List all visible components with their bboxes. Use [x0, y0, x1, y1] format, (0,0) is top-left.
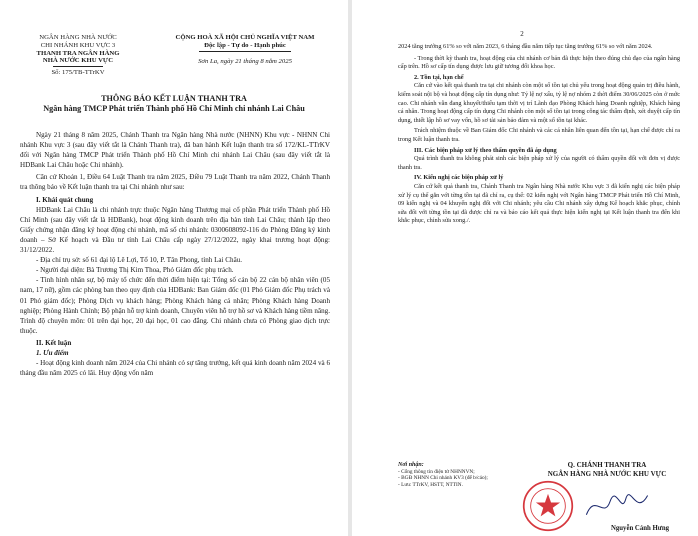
section-I-heading: I. Khái quát chung — [36, 195, 94, 204]
measures-paragraph: Quá trình thanh tra không phát sinh các biện pháp xử lý của người có thẩm quyền đối với đơn vị được thanh tra. — [398, 155, 680, 171]
recommendations-paragraph: Căn cứ kết quả thanh tra, Chánh Thanh tra Ngân hàng Nhà nước Khu vực 3 đã kiến nghị các biện pháp xử lý cụ thể gắn với từng tồn tại đã chỉ ra, cụ thể: 02 kiến nghị với Ngân hàng TMCP Phát triển Hồ Chí Minh, 09 kiến nghị và 04 khuyến nghị đối với Chi nhánh; yêu cầu Chi nhánh xây dựng Kế hoạch khắc phục, chỉnh sửa đối với từng tồn tại đã được chỉ ra và báo cáo kết quả thực hiện kiến nghị tại Kết luận thanh tra đến khi khắc phục, chỉnh sửa xong./. — [398, 182, 680, 225]
page-number: 2 — [520, 30, 524, 38]
limitations-paragraph: Căn cứ vào kết quả thanh tra tại chi nhánh còn một số tồn tại chủ yếu trong hoạt động quản trị điều hành, kiểm soát nội bộ và hoạt động cấp tín dụng như: Tỷ lệ nợ xấu, tỷ lệ nợ nhóm 2 thời điểm 30/06/2025 còn ở mức cao. Chi nhánh vẫn đang khuyết/thiếu tạm thời vị trí Lãnh đạo Phòng Khách hàng Doanh nghiệp, Khách hàng cá nhân. Trong hoạt động cấp tín dụng Chi nhánh còn một số tồn tại trong công tác thẩm định, xét duyệt cấp tín dụng, thiết lập hồ sơ vay vốn, hồ sơ tài sản bảo đảm và một số tồn tại khác. — [398, 82, 681, 124]
legal-basis-paragraph: Căn cứ Khoản 1, Điều 64 Luật Thanh tra năm 2025, Điều 79 Luật Thanh tra năm 2022, Chánh Thanh tra thông báo về Kết luận thanh tra tại Chi nhánh như sau: — [20, 173, 330, 192]
motto-underline — [199, 51, 291, 52]
recipient-item: - Lưu: TTrKV, HSTT, NTTIN. — [398, 481, 463, 488]
national-motto: Độc lập - Tự do - Hạnh phúc — [204, 41, 286, 49]
recipient-item: - BGĐ NHNN Chi nhánh KV3 (để b/cáo); — [398, 475, 488, 482]
section-III-heading: III. Các biện pháp xử lý theo thẩm quyền đã áp dụng — [414, 146, 557, 154]
issuer-line-4: NHÀ NƯỚC KHU VỰC — [42, 57, 114, 65]
document-page-1 — [0, 0, 348, 536]
official-seal-icon — [522, 480, 574, 532]
signature-block-heading — [522, 461, 692, 479]
subsection-2-heading: 2. Tồn tại, hạn chế — [414, 73, 464, 81]
representative-paragraph: - Người đại diện: Bà Trương Thị Kim Thoa, Phó Giám đốc phụ trách. — [36, 266, 234, 275]
issuer-line-1: NGÂN HÀNG NHÀ NƯỚC — [39, 34, 117, 41]
document-number: Số: 175/TB-TTrKV — [51, 69, 105, 77]
handwritten-signature-icon — [582, 488, 652, 524]
signer-organization: NGÂN HÀNG NHÀ NƯỚC KHU VỰC — [547, 470, 667, 478]
responsibility-paragraph: Trách nhiệm thuộc về Ban Giám đốc Chi nhánh và các cá nhân liên quan đến tồn tại, hạn chế được chỉ ra trong Kết luận thanh tra. — [398, 127, 680, 143]
page1-body — [20, 130, 330, 378]
address-paragraph: - Địa chỉ trụ sở: số 61 đại lộ Lê Lợi, Tổ 10, P. Tân Phong, tỉnh Lai Châu. — [36, 256, 243, 265]
signer-name: Nguyễn Cảnh Hưng — [610, 525, 670, 532]
growth-paragraph: 2024 tăng trưởng 61% so với năm 2023, 6 tháng đầu năm tiếp tục tăng trưởng 61% so với năm 2024. — [398, 43, 653, 50]
issuer-underline — [53, 66, 103, 67]
recipients-block — [398, 462, 528, 488]
page2-body — [398, 43, 680, 226]
issuer-line-2: CHI NHÁNH KHU VỰC 3 — [40, 41, 116, 49]
strengths-paragraph: - Hoạt động kinh doanh năm 2024 của Chi nhánh có sự tăng trưởng, kết quả kinh doanh năm 2024 và 6 tháng đầu năm 2025 có lãi. Huy động vốn năm — [20, 359, 330, 378]
compliance-paragraph: - Trong thời kỳ thanh tra, hoạt động của chi nhánh cơ bản đã thực hiện theo đúng chủ đạo của ngân hàng cấp trên. Hồ sơ cấp tín dụng được lưu giữ tương đối khoa học. — [398, 54, 680, 71]
nation-name: CỘNG HOÀ XÃ HỘI CHỦ NGHĨA VIỆT NAM — [175, 34, 315, 41]
subsection-1-heading: 1. Ưu điểm — [36, 348, 69, 357]
signer-role: Q. CHÁNH THANH TRA — [567, 461, 647, 469]
national-header — [150, 34, 340, 65]
branch-overview-paragraph: HDBank Lai Châu là chi nhánh trực thuộc Ngân hàng Thương mại cổ phần Phát triển Thành phố Hồ Chí Minh (sau đây viết tắt là HDBank), hoạt động kinh doanh trên địa bàn tỉnh Lai Châu; thành lập theo Giấy chứng nhận đăng ký hoạt động chi nhánh, mã số chi nhánh: 0300608092-116 do Phòng Đăng ký kinh doanh – Sở Kế hoạch và Đầu tư tỉnh Lai Châu cấp ngày 27/12/2022, ngày khai trương hoạt động: 31/12/2022. — [20, 205, 330, 255]
issue-date: Sơn La, ngày 21 tháng 8 năm 2025 — [198, 57, 292, 65]
issuer-block — [18, 34, 138, 77]
document-title — [20, 94, 328, 114]
document-page-2 — [352, 0, 698, 536]
intro-paragraph: Ngày 21 tháng 8 năm 2025, Chánh Thanh tra Ngân hàng Nhà nước (NHNN) Khu vực - NHNN Chi nhánh Khu vực 3 (sau đây viết tắt là Chánh Thanh tra), đã ban hành Kết luận thanh tra số 172/KL-TTrKV đối với Ngân hàng TMCP Phát triển Thành phố Hồ Chí Minh chi nhánh Lai Châu (sau đây viết tắt là HDBank Lai Châu hoặc Chi nhánh). — [20, 131, 330, 170]
issuer-line-3: THANH TRA NGÂN HÀNG — [36, 49, 120, 57]
staffing-paragraph: - Tình hình nhân sự, bộ máy tổ chức đến thời điểm hiện tại: Tổng số cán bộ 22 cán bộ nhân viên (05 nam, 17 nữ), gồm các phòng ban theo quy định của HDBank: Ban Giám đốc (01 Phó Giám đốc Phụ trách và 01 Phó giám đốc); Phòng Dịch vụ khách hàng; Phòng Khách hàng cá nhân; Phòng Khách hàng Doanh nghiệp; Phòng Hành Chính; Bộ phận hỗ trợ kinh doanh, Chuyên viên hỗ trợ hồ sơ và Khách hàng tiềm năng. Trình độ chuyên môn: 01 trên đại học, 20 đại học, 01 cao đẳng. Chi nhánh chưa có Phòng giao dịch trực thuộc. — [20, 276, 330, 335]
section-IV-heading: IV. Kiến nghị các biện pháp xử lý — [414, 174, 504, 182]
title-line-1: THÔNG BÁO KẾT LUẬN THANH TRA — [101, 94, 247, 103]
title-line-2: Ngân hàng TMCP Phát triển Thành phố Hồ Chí Minh chi nhánh Lai Châu — [43, 104, 305, 113]
section-II-heading: II. Kết luận — [36, 338, 72, 347]
recipients-title: Nơi nhận: — [398, 462, 424, 468]
recipient-item: - Cổng thông tin điện tử NHNNVN; — [398, 468, 475, 475]
